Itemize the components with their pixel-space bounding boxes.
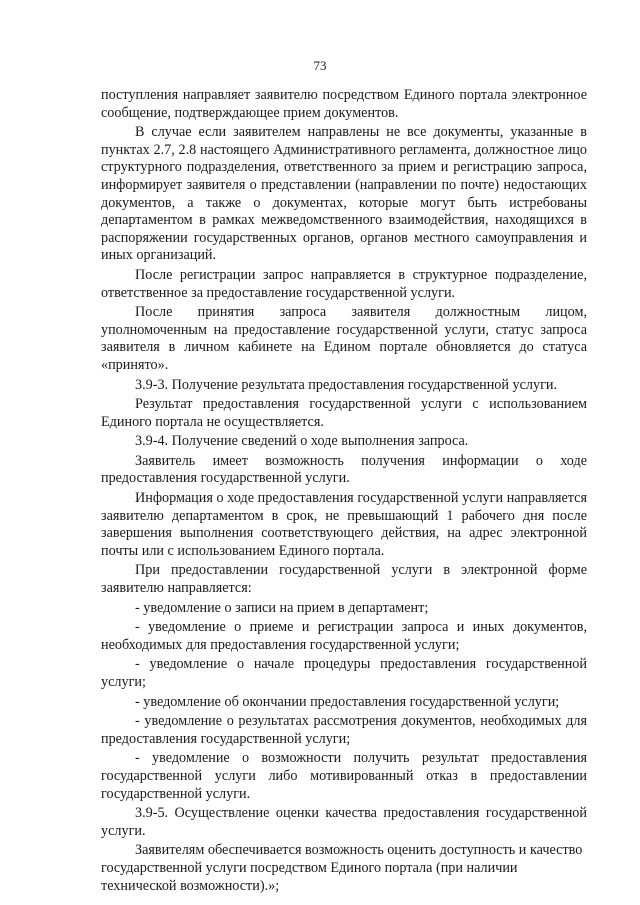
paragraph-1: поступления направляет заявителю посредством Единого портала электронное сообщение, подтверждающее прием документов. [101, 87, 587, 121]
paragraph-4: После принятия запроса заявителя должностным лицом, уполномоченным на предоставление государственной услуги, статус запроса заявителя в личном кабинете на Едином портале обновляется до статуса «принято». [101, 304, 587, 373]
paragraph-3: После регистрации запрос направляется в структурное подразделение, ответственное за предоставление государственной услуги. [101, 266, 587, 301]
list-item-4: - уведомление об окончании предоставления государственной услуги; [135, 693, 560, 710]
list-item-6: - уведомление о возможности получить результат предоставления государственной услуги либо мотивированный отказ в предоставлении государственной услуги. [101, 750, 587, 802]
document-body [101, 87, 587, 895]
paragraph-6: Результат предоставления государственной услуги с использованием Единого портала не осуществляется. [101, 396, 587, 430]
paragraph-8: Заявитель имеет возможность получения информации о ходе предоставления государственной услуги. [101, 452, 587, 487]
paragraph-10: При предоставлении государственной услуги в электронной форме заявителю направляется: [101, 562, 587, 597]
list-item-2: - уведомление о приеме и регистрации запроса и иных документов, необходимых для предоставления государственной услуги; [101, 619, 587, 653]
section-heading-3-9-5: 3.9-5. Осуществление оценки качества предоставления государственной услуги. [101, 805, 587, 839]
paragraph-final: Заявителям обеспечивается возможность оценить доступность и качество государственной услуги посредством Единого портала (при наличии технической возможности).»; [101, 842, 583, 894]
list-item-3: - уведомление о начале процедуры предоставления государственной услуги; [101, 656, 587, 690]
paragraph-9: Информация о ходе предоставления государственной услуги направляется заявителю департаментом в срок, не превышающий 1 рабочего дня после завершения выполнения соответствующего действия, на адрес электронной почты или с использованием Единого портала. [101, 490, 587, 559]
list-item-5: - уведомление о результатах рассмотрения документов, необходимых для предоставления государственной услуги; [101, 713, 587, 747]
section-heading-3-9-4: 3.9-4. Получение сведений о ходе выполнения запроса. [135, 433, 469, 450]
section-heading-3-9-3: 3.9-3. Получение результата предоставления государственной услуги. [135, 376, 558, 393]
paragraph-2: В случае если заявителем направлены не все документы, указанные в пунктах 2.7, 2.8 настоящего Административного регламента, должностное лицо структурного подразделения, ответственного за прием и регистрацию запроса, информирует заявителя о представлении (направлении по почте) недостающих документов, а также о документах, которые могут быть истребованы департаментом в рамках межведомственного взаимодействия, находящихся в распоряжении государственных органов, органов местного самоуправления и иных организаций. [101, 124, 587, 264]
list-item-1: - уведомление о записи на прием в департамент; [135, 599, 429, 616]
page-number: 73 [313, 58, 327, 73]
